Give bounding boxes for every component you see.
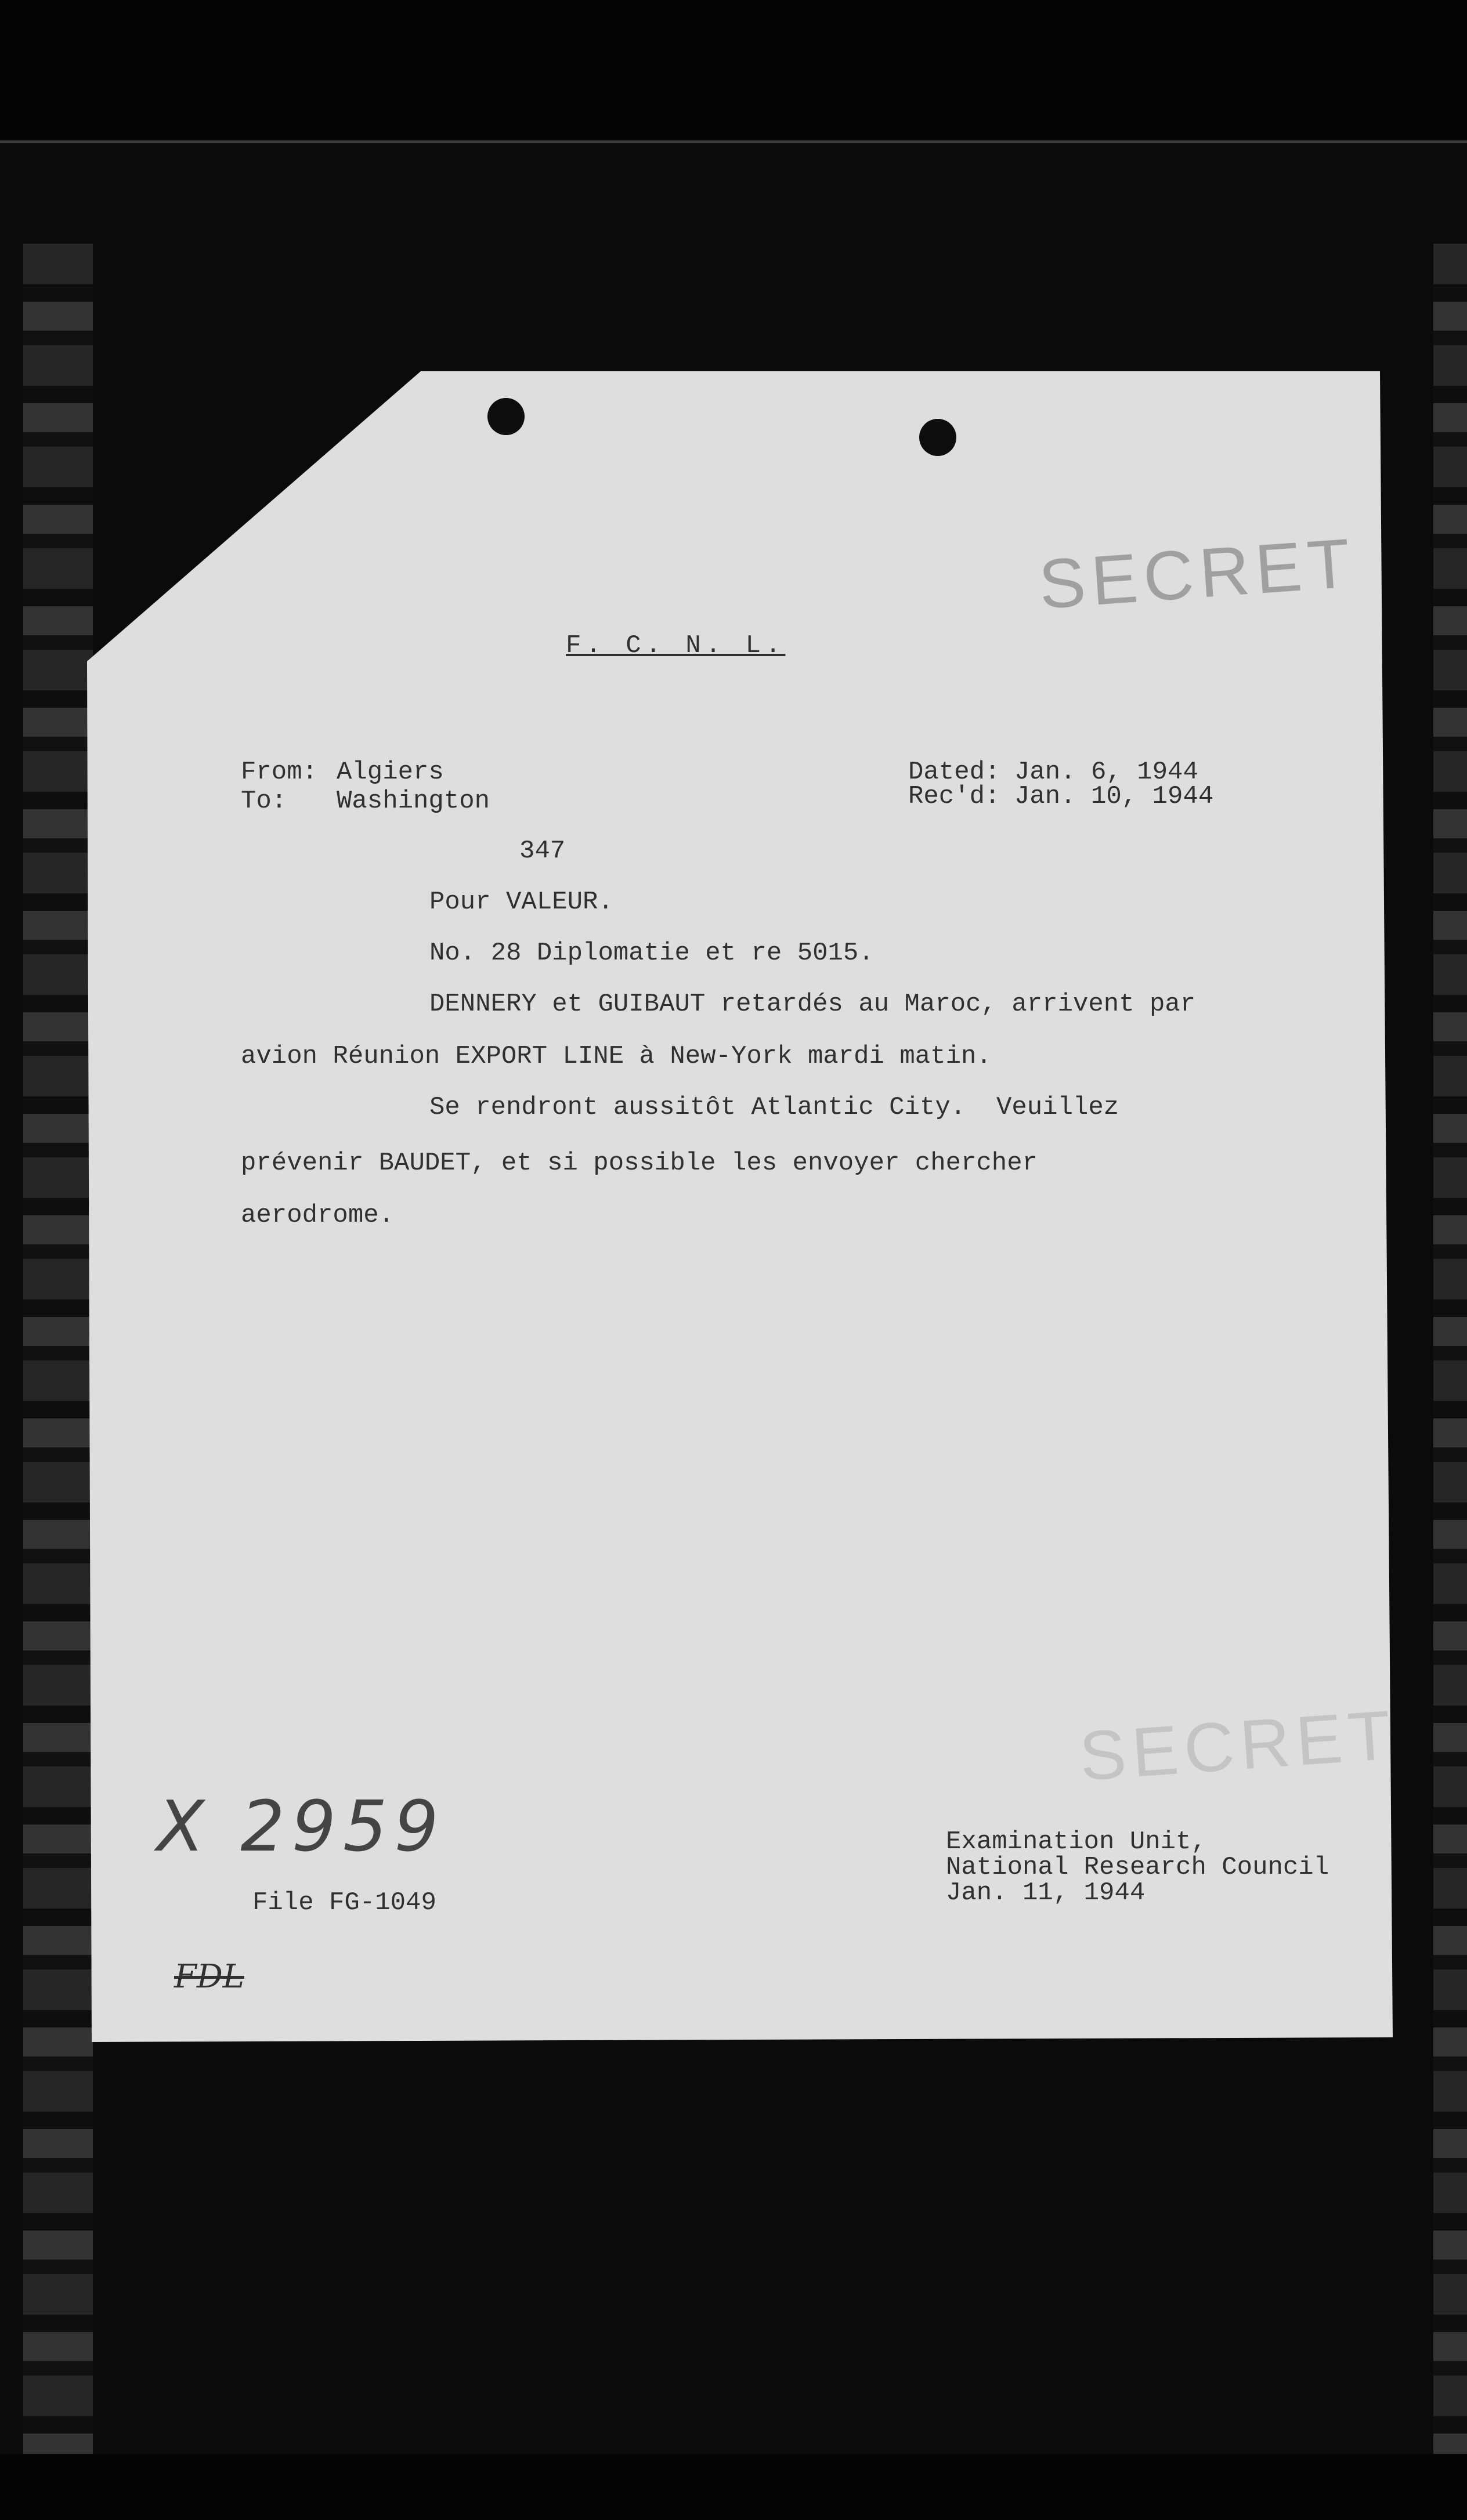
film-border-bottom (0, 2454, 1467, 2520)
body-line: Se rendront aussitôt Atlantic City. Veuillez (429, 1093, 1119, 1122)
exam-unit-line: Examination Unit, (946, 1827, 1206, 1856)
exam-unit-line: National Research Council (946, 1853, 1329, 1882)
body-line: avion Réunion EXPORT LINE à New-York mardi matin. (241, 1042, 992, 1071)
exam-unit-date: Jan. 11, 1944 (946, 1878, 1146, 1907)
message-number: 347 (519, 837, 566, 866)
film-border-top (0, 0, 1467, 139)
film-strip-left (23, 244, 93, 2460)
punch-hole (487, 398, 525, 435)
body-line: DENNERY et GUIBAUT retardés au Maroc, arrivent par (429, 990, 1196, 1019)
secret-stamp-faint: SECRET (1076, 1696, 1399, 1795)
body-line: prévenir BAUDET, et si possible les envoyer chercher (241, 1149, 1038, 1178)
document-heading: F. C. N. L. (566, 631, 786, 660)
to-value: Washington (337, 787, 490, 816)
film-edge-line (0, 140, 1467, 143)
file-reference: File FG-1049 (252, 1888, 436, 1917)
film-strip-right (1433, 244, 1467, 2460)
punch-hole (919, 419, 956, 456)
received-label: Rec'd: (908, 782, 1000, 811)
secret-stamp: SECRET (1036, 524, 1358, 624)
body-line: No. 28 Diplomatie et re 5015. (429, 939, 874, 968)
from-value: Algiers (337, 758, 444, 787)
body-line: aerodrome. (241, 1201, 395, 1230)
dated-value: Jan. 6, 1944 (1014, 758, 1198, 787)
received-value: Jan. 10, 1944 (1014, 782, 1214, 811)
to-label: To: (241, 787, 287, 816)
from-label: From: (241, 758, 318, 787)
body-line: Pour VALEUR. (429, 888, 613, 917)
dated-label: Dated: (908, 758, 1000, 787)
handwritten-number: X 2959 (157, 1787, 446, 1867)
struck-mark: FDL (174, 1958, 244, 1996)
